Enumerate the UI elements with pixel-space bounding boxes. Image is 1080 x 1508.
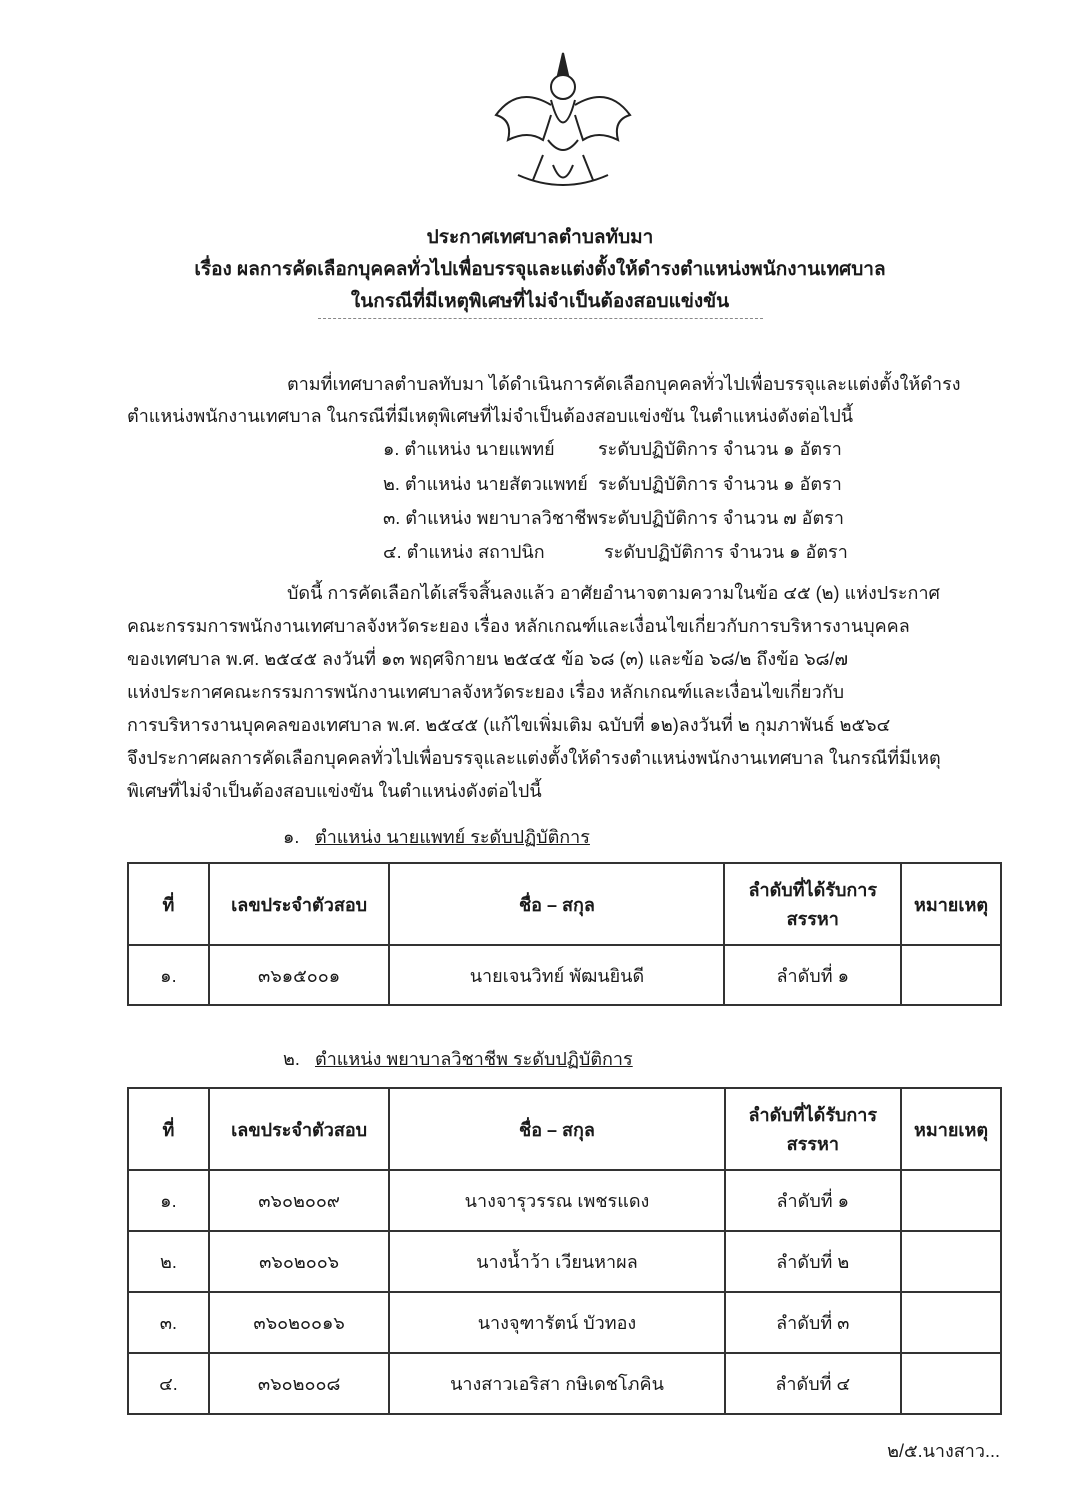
announcement-subject-cont: ในกรณีที่มีเหตุพิเศษที่ไม่จำเป็นต้องสอบแข่งขัน: [350, 291, 730, 312]
header-name: ชื่อ – สกุล: [389, 863, 724, 945]
header-rank: [725, 1088, 902, 1170]
header-note: หมายเหตุ: [901, 1088, 1001, 1170]
table-row: [128, 945, 1001, 1005]
intro-line: ตำแหน่งพนักงานเทศบาล ในกรณีที่มีเหตุพิเศษที่ไม่จำเป็นต้องสอบแข่งขัน ในตำแหน่งดังต่อไปนี้: [127, 406, 854, 426]
header-exam-id: เลขประจำตัวสอบ: [209, 1088, 390, 1170]
cell-exam-id: ๓๖๐๒๐๐๘: [209, 1353, 390, 1414]
header-note: หมายเหตุ: [901, 863, 1001, 945]
cell-note: [901, 1170, 1001, 1231]
page-continuation: ๒/๕.นางสาว...: [887, 1441, 1000, 1461]
position-label: ๑. ตำแหน่ง นายแพทย์: [383, 439, 555, 459]
cell-name: นางสาวเอริสา กษิเดชโภคิน: [389, 1353, 724, 1414]
header-rank: [724, 863, 901, 945]
cell-name: นางจุฑารัตน์ บัวทอง: [389, 1292, 724, 1353]
section-title: ตำแหน่ง นายแพทย์ ระดับปฏิบัติการ: [315, 827, 590, 847]
table-header-row: [128, 863, 1001, 945]
divider: [318, 318, 763, 319]
header-rank-line: สรรหา: [786, 1134, 839, 1154]
body-line: ของเทศบาล พ.ศ. ๒๕๔๕ ลงวันที่ ๑๓ พฤศจิกายน ๒๕๔๕ ข้อ ๖๘ (๓) และข้อ ๖๘/๒ ถึงข้อ ๖๘/๗: [127, 649, 849, 669]
cell-name: นางน้ำว้า เวียนหาผล: [389, 1231, 724, 1292]
cell-no: ๔.: [128, 1353, 209, 1414]
cell-rank: ลำดับที่ ๔: [725, 1353, 902, 1414]
position-detail: ระดับปฏิบัติการ จำนวน ๑ อัตรา: [598, 439, 842, 459]
garuda-emblem: [488, 45, 638, 195]
cell-exam-id: ๓๖๑๕๐๐๑: [209, 945, 390, 1005]
table-row: [128, 1292, 1001, 1353]
position-detail: ระดับปฏิบัติการ จำนวน ๑ อัตรา: [604, 542, 848, 562]
body-line: คณะกรรมการพนักงานเทศบาลจังหวัดระยอง เรื่อง หลักเกณฑ์และเงื่อนไขเกี่ยวกับการบริหารงานบุคคล: [127, 616, 910, 636]
intro-line: ตามที่เทศบาลตำบลทับมา ได้ดำเนินการคัดเลือกบุคคลทั่วไปเพื่อบรรจุและแต่งตั้งให้ดำรง: [287, 374, 961, 394]
header-no: ที่: [128, 863, 209, 945]
header-no: ที่: [128, 1088, 209, 1170]
body-line: บัดนี้ การคัดเลือกได้เสร็จสิ้นลงแล้ว อาศัยอำนาจตามความในข้อ ๔๕ (๒) แห่งประกาศ: [287, 583, 940, 603]
body-line: จึงประกาศผลการคัดเลือกบุคคลทั่วไปเพื่อบรรจุและแต่งตั้งให้ดำรงตำแหน่งพนักงานเทศบาล ในกรณีที่มีเหตุ: [127, 748, 941, 768]
announcement-subject: เรื่อง ผลการคัดเลือกบุคคลทั่วไปเพื่อบรรจุและแต่งตั้งให้ดำรงตำแหน่งพนักงานเทศบาล: [194, 259, 886, 280]
table-row: [128, 1353, 1001, 1414]
cell-rank: ลำดับที่ ๑: [725, 1170, 902, 1231]
announcement-title: ประกาศเทศบาลตำบลทับมา: [426, 227, 654, 248]
cell-note: [901, 1231, 1001, 1292]
body-line: การบริหารงานบุคคลของเทศบาล พ.ศ. ๒๕๔๕ (แก้ไขเพิ่มเติม ฉบับที่ ๑๒)ลงวันที่ ๒ กุมภาพันธ์ ๒๕๖๔: [127, 715, 891, 735]
cell-exam-id: ๓๖๐๒๐๐๖: [209, 1231, 390, 1292]
cell-exam-id: ๓๖๐๒๐๐๙: [209, 1170, 390, 1231]
results-table-nurse: [127, 1087, 1002, 1415]
cell-name: นางจารุวรรณ เพชรแดง: [389, 1170, 724, 1231]
header-rank-line: สรรหา: [786, 909, 839, 929]
cell-rank: ลำดับที่ ๒: [725, 1231, 902, 1292]
body-line: แห่งประกาศคณะกรรมการพนักงานเทศบาลจังหวัดระยอง เรื่อง หลักเกณฑ์และเงื่อนไขเกี่ยวกับ: [127, 682, 845, 702]
header-name: ชื่อ – สกุล: [389, 1088, 724, 1170]
table-row: [128, 1231, 1001, 1292]
cell-no: ๑.: [128, 945, 209, 1005]
cell-name: นายเจนวิทย์ พัฒนยินดี: [389, 945, 724, 1005]
cell-exam-id: ๓๖๐๒๐๐๑๖: [209, 1292, 390, 1353]
results-table-doctor: [127, 862, 1002, 1006]
cell-rank: ลำดับที่ ๓: [725, 1292, 902, 1353]
table-row: [128, 1170, 1001, 1231]
section-number: ๒.: [283, 1049, 300, 1069]
cell-no: ๒.: [128, 1231, 209, 1292]
position-label: ๔. ตำแหน่ง สถาปนิก: [383, 542, 545, 562]
cell-no: ๑.: [128, 1170, 209, 1231]
cell-note: [901, 945, 1001, 1005]
cell-no: ๓.: [128, 1292, 209, 1353]
section-number: ๑.: [283, 827, 300, 847]
position-detail: ระดับปฏิบัติการ จำนวน ๑ อัตรา: [598, 474, 842, 494]
body-line: พิเศษที่ไม่จำเป็นต้องสอบแข่งขัน ในตำแหน่งดังต่อไปนี้: [127, 781, 542, 801]
section-title: ตำแหน่ง พยาบาลวิชาชีพ ระดับปฏิบัติการ: [315, 1049, 633, 1069]
position-label: ๒. ตำแหน่ง นายสัตวแพทย์: [383, 474, 588, 494]
table-header-row: [128, 1088, 1001, 1170]
cell-rank: ลำดับที่ ๑: [724, 945, 901, 1005]
header-rank-line: ลำดับที่ได้รับการ: [748, 1105, 878, 1125]
position-label: ๓. ตำแหน่ง พยาบาลวิชาชีพ: [383, 508, 599, 528]
header-rank-line: ลำดับที่ได้รับการ: [748, 880, 878, 900]
position-detail: ระดับปฏิบัติการ จำนวน ๗ อัตรา: [598, 508, 844, 528]
cell-note: [901, 1292, 1001, 1353]
header-exam-id: เลขประจำตัวสอบ: [209, 863, 390, 945]
cell-note: [901, 1353, 1001, 1414]
